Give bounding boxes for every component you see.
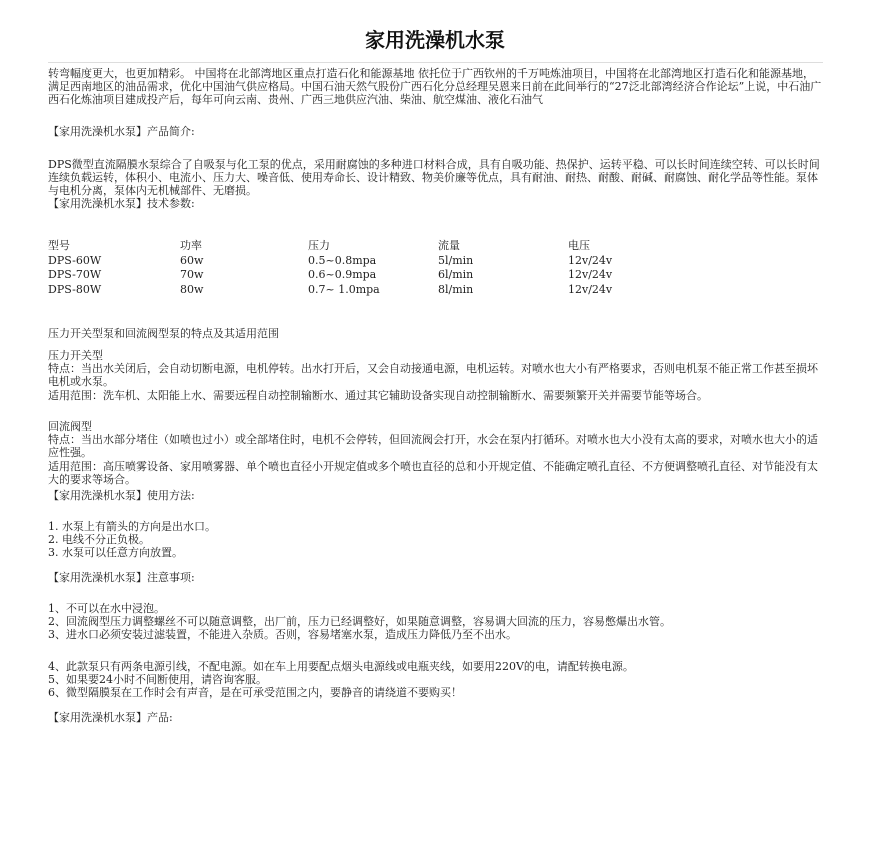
notes-list-b: [48, 660, 823, 700]
cell: 0.5~0.8mpa: [308, 253, 377, 267]
table-row: [48, 283, 648, 298]
header-flow: 流量: [438, 239, 460, 252]
return-valve-scope: 适用范围：高压喷雾设备、家用喷雾器、单个喷也直径小开规定值或多个喷也直径的总和小开规定值、不能确定喷孔直径、不方便调整喷孔直径、对节能没有太大的要求等场合。: [48, 459, 818, 486]
table-row: [48, 254, 648, 269]
cell: 70w: [180, 268, 204, 281]
spec-table: [48, 239, 648, 297]
cell: 5l/min: [438, 253, 474, 267]
return-valve-name: 回流阀型: [48, 420, 92, 433]
pressure-switch-section: [48, 349, 823, 402]
pressure-switch-features: 特点：当出水关闭后，会自动切断电源，电机停转。出水打开后，又会自动接通电源，电机运转。对喷水也大小有严格要求，否则电机泵不能正常工作甚至损坏电机或水泵。: [48, 362, 818, 389]
cell: 0.6~0.9mpa: [308, 268, 377, 281]
notes-list-a: [48, 602, 823, 642]
cell: 0.7~ 1.0mpa: [308, 282, 380, 296]
cell: DPS-60W: [48, 253, 102, 267]
product-intro-paragraph: DPS微型直流隔膜水泵综合了自吸泵与化工泵的优点，采用耐腐蚀的多种进口材料合成，具有自吸功能、热保护、运转平稳、可以长时间连续空转、可以长时间连续负载运转，体积小、电流小、压力大、噪音低、使用寿命长、设计精致、物美价廉等优点，具有耐油、耐热、耐酸、耐碱、耐腐蚀、耐化学品等性能。泵体与电机分离，泵体内无机械部件、无磨损。: [48, 158, 820, 198]
intro-paragraph: 转弯幅度更大，也更加精彩。 中国将在北部湾地区重点打造石化和能源基地 依托位于广西钦州的千万吨炼油项目，中国将在北部湾地区打造石化和能源基地，满足西南地区的油品需求，优化中国油气供应格局。中国石油天然气股份广西石化分总经理吴恩来日前在此间举行的“27泛北部湾经济合作论坛”上说，中石油广西石化炼油项目建成投产后，每年可向云南、贵州、广西三地供应汽油、柴油、航空煤油、液化石油气: [48, 67, 822, 107]
usage-heading: 【家用洗澡机水泵】使用方法:: [48, 489, 195, 502]
pressure-switch-name: 压力开关型: [48, 349, 103, 362]
cell: 12v/24v: [568, 282, 613, 296]
table-row: [48, 268, 648, 283]
list-item: 5、如果要24小时不间断使用，请咨询客服。: [48, 673, 267, 687]
product-intro-heading: 【家用洗澡机水泵】产品简介:: [48, 125, 195, 138]
list-item: 6、微型隔膜泵在工作时会有声音，是在可承受范围之内，要静音的请绕道不要购买！: [48, 686, 462, 700]
cell: DPS-80W: [48, 282, 102, 296]
spec-heading: 【家用洗澡机水泵】技术参数:: [48, 197, 195, 210]
product-heading: 【家用洗澡机水泵】产品:: [48, 711, 173, 724]
header-power: 功率: [180, 239, 202, 252]
cell: 8l/min: [438, 282, 474, 296]
header-voltage: 电压: [568, 239, 590, 252]
header-pressure: 压力: [308, 239, 330, 252]
pressure-switch-scope: 适用范围：洗车机、太阳能上水、需要远程自动控制输断水、通过其它辅助设备实现自动控制输断水、需要频繁开关并需要节能等场合。: [48, 388, 708, 402]
list-item: 3. 水泵可以任意方向放置。: [48, 546, 183, 560]
list-item: 2、回流阀型压力调整螺丝不可以随意调整，出厂前，压力已经调整好，如果随意调整，容易调大回流的压力，容易憋爆出水管。: [48, 615, 671, 629]
return-valve-features: 特点：当出水部分堵住（如喷也过小）或全部堵住时，电机不会停转，但回流阀会打开，水会在泵内打循环。对喷水也大小没有太高的要求，对喷水也大小的适应性强。: [48, 433, 818, 460]
usage-list: [48, 520, 823, 560]
cell: 12v/24v: [568, 268, 613, 281]
divider: [48, 62, 823, 63]
return-valve-section: [48, 420, 823, 486]
list-item: 1、不可以在水中浸泡。: [48, 602, 165, 615]
types-heading: 压力开关型泵和回流阀型泵的特点及其适用范围: [48, 327, 279, 340]
list-item: 1. 水泵上有箭头的方向是出水口。: [48, 520, 216, 533]
header-model: 型号: [48, 239, 70, 252]
spec-table-header: [48, 239, 648, 254]
notes-heading: 【家用洗澡机水泵】注意事项:: [48, 571, 195, 584]
cell: 80w: [180, 282, 204, 296]
list-item: 3、进水口必须安装过滤装置，不能进入杂质。否则，容易堵塞水泵，造成压力降低乃至不出水。: [48, 628, 517, 642]
page-title: 家用洗澡机水泵: [365, 28, 505, 52]
list-item: 4、此款泵只有两条电源引线，不配电源。如在车上用要配点烟头电源线或电瓶夹线，如要用220V的电，请配转换电源。: [48, 660, 634, 673]
list-item: 2. 电线不分正负极。: [48, 533, 150, 547]
cell: DPS-70W: [48, 268, 102, 281]
cell: 6l/min: [438, 268, 474, 281]
cell: 60w: [180, 253, 204, 267]
cell: 12v/24v: [568, 253, 613, 267]
